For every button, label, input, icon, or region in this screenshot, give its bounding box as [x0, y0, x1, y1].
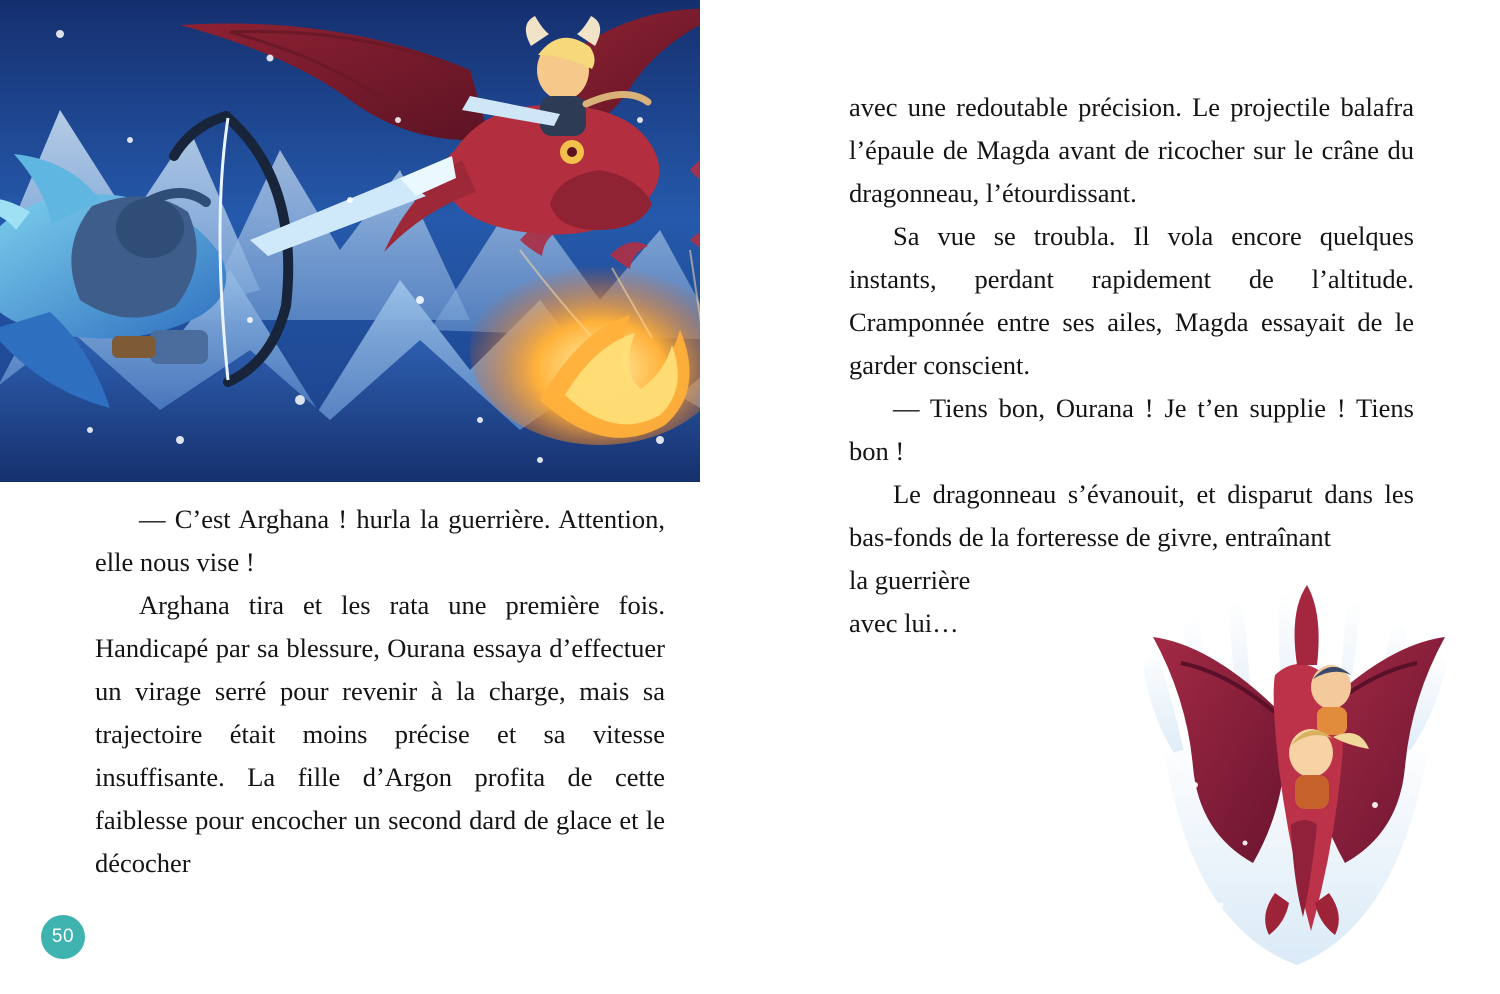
paragraph: avec lui… [849, 608, 959, 638]
illustration-artwork [0, 0, 700, 482]
paragraph: Arghana tira et les rata une première fois. Handicapé par sa blessure, Ourana essaya d’effectuer un virage serré pour revenir à la charge, mais sa trajectoire était moins précise et sa vitesse insuffisante. La fille d’Argon profita de cette faiblesse pour encocher un second dard de glace et le décocher [95, 590, 665, 878]
paragraph: la guerrière [849, 565, 971, 595]
right-column-body [849, 86, 1414, 645]
ice-fortress-battle-illustration [0, 0, 700, 482]
rider-upper [1311, 665, 1351, 735]
falling-dragon-vignette [1125, 575, 1465, 975]
left-column-body [95, 498, 665, 885]
paragraph: Sa vue se troubla. Il vola encore quelques instants, perdant rapidement de l’altitude. Cramponnée entre ses ailes, Magda essayait de le garder conscient. [849, 221, 1414, 380]
right-column [760, 0, 1460, 994]
page-number-badge: 50 [41, 915, 85, 959]
paragraph: — C’est Arghana ! hurla la guerrière. Attention, elle nous vise ! [95, 504, 665, 577]
paragraph: Le dragonneau s’évanouit, et disparut dans les bas-fonds de la forteresse de givre, entraînant [849, 479, 1414, 552]
paragraph: avec une redoutable précision. Le projectile balafra l’épaule de Magda avant de ricocher sur le crâne du dragonneau, l’étourdissant. [849, 92, 1414, 208]
paragraph: — Tiens bon, Ourana ! Je t’en supplie ! Tiens bon ! [849, 393, 1414, 466]
left-column [0, 0, 700, 994]
vignette-artwork [1125, 575, 1465, 975]
